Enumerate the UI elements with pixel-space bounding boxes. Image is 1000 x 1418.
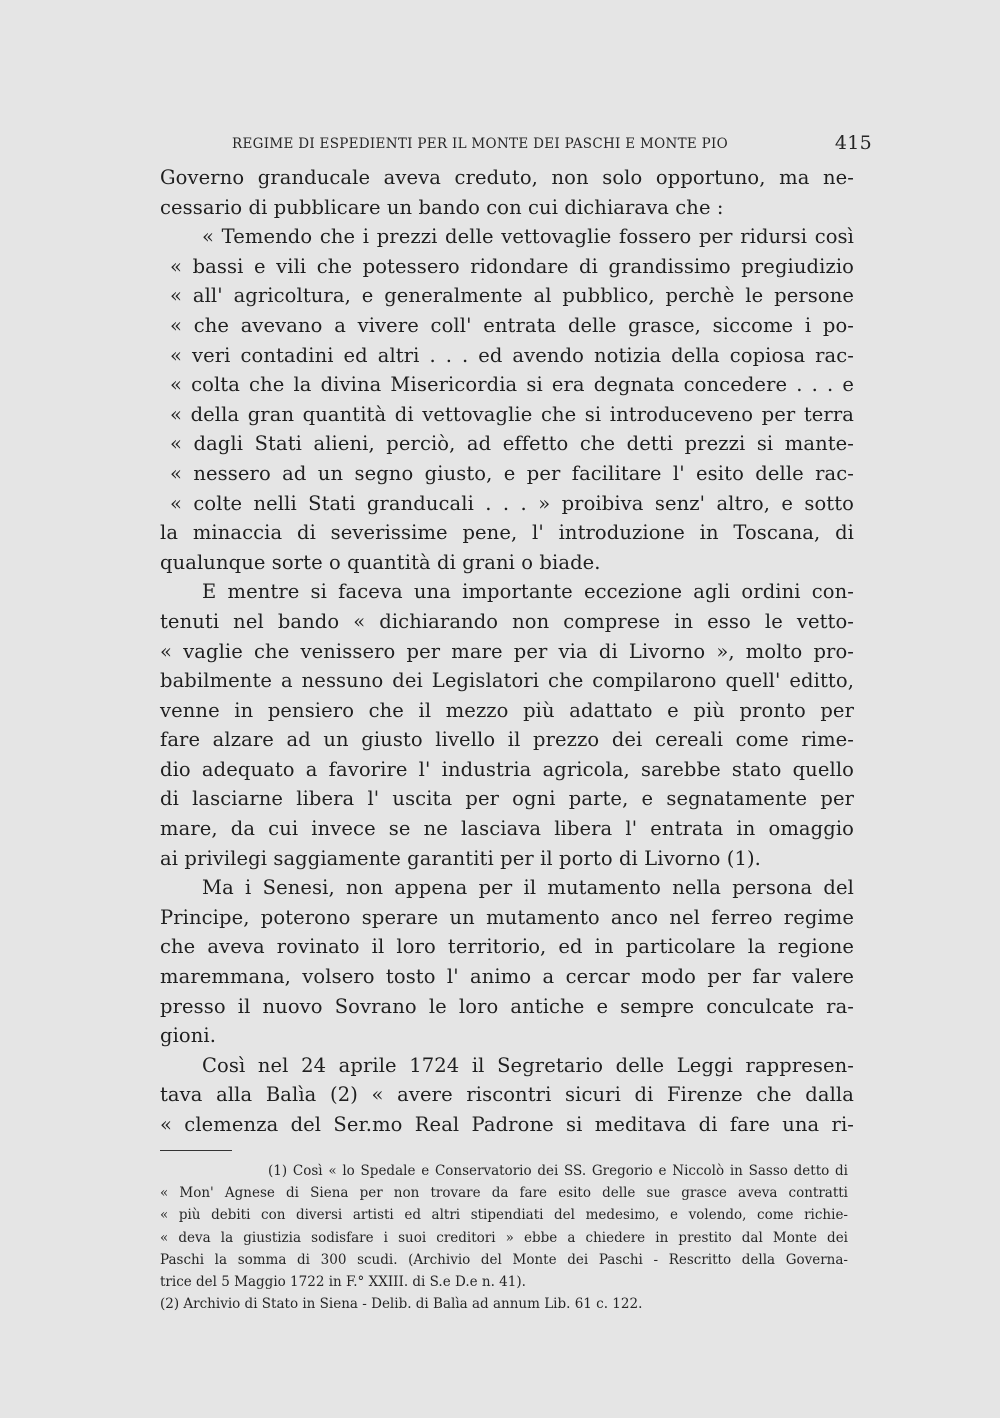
text-line: Principe, poterono sperare un mutamento anco nel ferreo regime [160, 905, 854, 929]
text-line: gioni. [160, 1024, 217, 1048]
text-line: la minaccia di severissime pene, l' introduzione in Toscana, di [160, 521, 854, 545]
footnote-line: Paschi la somma di 300 scudi. (Archivio del Monte dei Paschi - Rescritto della Governa- [160, 1251, 848, 1268]
footnote-line: « Mon' Agnese di Siena per non trovare da fare esito delle sue grasce aveva contratti [160, 1185, 848, 1202]
quote-line: « colte nelli Stati granducali . . . » proibiva senz' altro, e sotto [170, 491, 854, 515]
footnote-line: (2) Archivio di Stato in Siena - Delib. di Balìa ad annum Lib. 61 c. 122. [160, 1296, 643, 1313]
page-number: 415 [834, 132, 872, 154]
footnote-line: trice del 5 Maggio 1722 in F.° XXIII. di S.e D.e n. 41). [160, 1274, 526, 1291]
quote-line: « nessero ad un segno giusto, e per facilitare l' esito delle rac- [170, 461, 854, 485]
text-line: tenuti nel bando « dichiarando non comprese in esso le vetto- [160, 609, 854, 633]
quote-line: « Temendo che i prezzi delle vettovaglie fossero per ridursi così [202, 225, 854, 249]
quote-line: « colta che la divina Misericordia si era degnata concedere . . . e [170, 373, 854, 397]
text-line: Così nel 24 aprile 1724 il Segretario delle Leggi rappresen- [202, 1053, 854, 1077]
quote-line: « che avevano a vivere coll' entrata delle grasce, siccome i po- [170, 313, 854, 337]
text-line: maremmana, volsero tosto l' animo a cercar modo per far valere [160, 965, 854, 989]
text-line: di lasciarne libera l' uscita per ogni parte, e segnatamente per [160, 787, 854, 811]
footnote-divider [160, 1150, 232, 1151]
footnote-line: « più debiti con diversi artisti ed altri stipendiati del medesimo, e volendo, come richie- [160, 1207, 848, 1224]
footnote-line: « deva la giustizia sodisfare i suoi creditori » ebbe a chiedere in prestito dal Monte dei [160, 1229, 848, 1246]
text-line: qualunque sorte o quantità di grani o biade. [160, 550, 601, 574]
footnote-line: (1) Così « lo Spedale e Conservatorio dei SS. Gregorio e Niccolò in Sasso detto di [268, 1163, 848, 1179]
quote-line: « bassi e vili che potessero ridondare di grandissimo pregiudizio [170, 254, 854, 278]
text-line: « vaglie che venissero per mare per via di Livorno », molto pro- [160, 639, 854, 663]
footnotes [160, 1160, 848, 1315]
text-line: venne in pensiero che il mezzo più adattato e più pronto per [160, 698, 854, 722]
text-line: tava alla Balìa (2) « avere riscontri sicuri di Firenze che dalla [160, 1083, 854, 1107]
text-line: che aveva rovinato il loro territorio, ed in particolare la regione [160, 935, 854, 959]
text-line: Ma i Senesi, non appena per il mutamento nella persona del [202, 876, 854, 900]
text-line: dio adequato a favorire l' industria agricola, sarebbe stato quello [160, 757, 854, 781]
text-line: E mentre si faceva una importante eccezione agli ordini con- [202, 580, 854, 604]
quote-line: « della gran quantità di vettovaglie che si introduceveno per terra [170, 402, 854, 426]
text-line: babilmente a nessuno dei Legislatori che compilarono quell' editto, [160, 669, 854, 693]
main-text [160, 163, 854, 1140]
running-header [232, 132, 872, 154]
text-line: Governo granducale aveva creduto, non solo opportuno, ma ne- [160, 166, 854, 189]
running-title: REGIME DI ESPEDIENTI PER IL MONTE DEI PASCHI E MONTE PIO [232, 136, 729, 152]
text-line: ai privilegi saggiamente garantiti per il porto di Livorno (1). [160, 846, 761, 870]
text-line: cessario di pubblicare un bando con cui dichiarava che : [160, 195, 724, 219]
quote-line: « veri contadini ed altri . . . ed avendo notizia della copiosa rac- [170, 343, 854, 367]
quote-line: « all' agricoltura, e generalmente al pubblico, perchè le persone [170, 284, 854, 308]
text-line: presso il nuovo Sovrano le loro antiche e sempre conculcate ra- [160, 994, 854, 1018]
text-line: fare alzare ad un giusto livello il prezzo dei cereali come rime- [160, 728, 854, 752]
text-line: mare, da cui invece se ne lasciava libera l' entrata in omaggio [160, 817, 854, 841]
text-line: « clemenza del Ser.mo Real Padrone si meditava di fare una ri- [160, 1113, 854, 1136]
quote-line: « dagli Stati alieni, perciò, ad effetto che detti prezzi si mante- [170, 432, 854, 456]
